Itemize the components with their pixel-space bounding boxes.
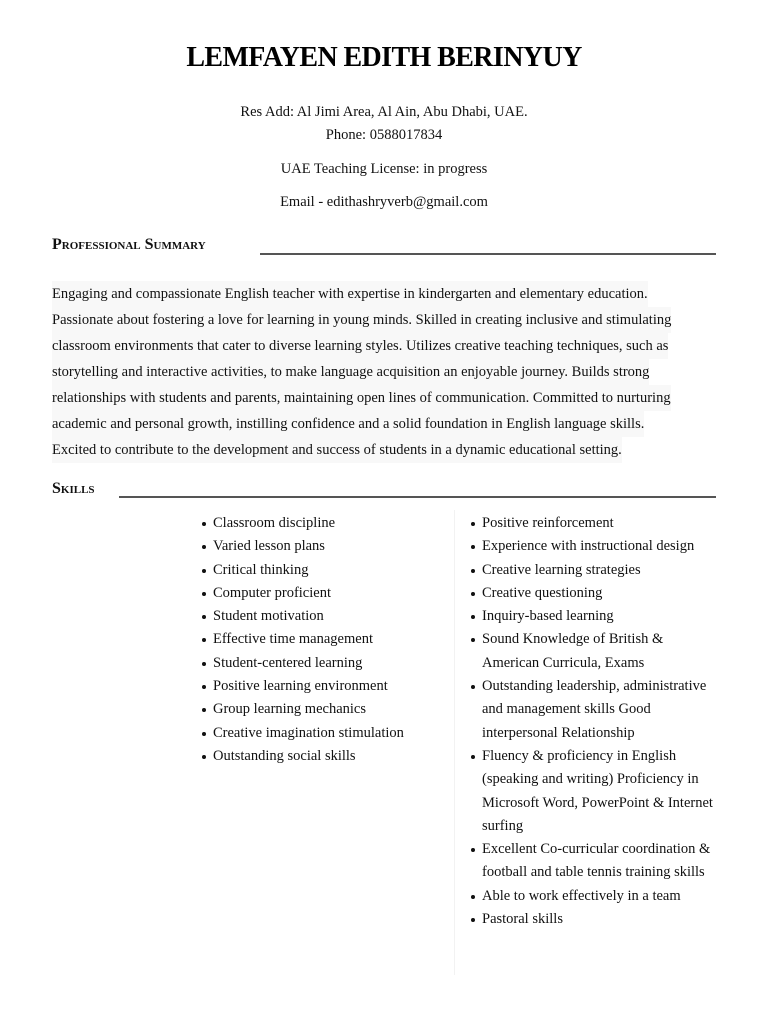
skill-item: Creative learning strategies <box>471 559 723 582</box>
phone: Phone: 0588017834 <box>325 127 443 143</box>
professional-summary <box>52 281 732 463</box>
skill-item: Creative questioning <box>471 582 723 605</box>
skill-item: Classroom discipline <box>202 512 452 535</box>
teaching-license: UAE Teaching License: in progress <box>280 161 488 177</box>
skill-item: Student motivation <box>202 605 452 628</box>
section-divider <box>119 496 716 498</box>
address: Res Add: Al Jimi Area, Al Ain, Abu Dhabi, UAE. <box>240 104 528 120</box>
skill-item: Student-centered learning <box>202 652 452 675</box>
skill-item: Sound Knowledge of British & American Curricula, Exams <box>471 628 723 675</box>
skill-item: Excellent Co-curricular coordination & football and table tennis training skills <box>471 838 723 885</box>
summary-line: Passionate about fostering a love for learning in young minds. Skilled in creating inclusive and stimulating <box>52 307 671 333</box>
summary-line: relationships with students and parents, maintaining open lines of communication. Committed to nurturing <box>52 385 671 411</box>
candidate-name: LEMFAYEN EDITH BERINYUY <box>186 42 582 73</box>
skill-item: Outstanding social skills <box>202 745 452 768</box>
summary-line: Excited to contribute to the development and success of students in a dynamic educational setting. <box>52 437 622 463</box>
skill-item: Creative imagination stimulation <box>202 722 452 745</box>
skills-list-left <box>202 512 452 768</box>
skill-item: Group learning mechanics <box>202 698 452 721</box>
summary-line: classroom environments that cater to diverse learning styles. Utilizes creative teaching techniques, such as <box>52 333 668 359</box>
summary-line: storytelling and interactive activities, to make language acquisition an enjoyable journey. Builds strong <box>52 359 649 385</box>
skill-item: Positive reinforcement <box>471 512 723 535</box>
section-heading-summary: Professional Summary <box>52 236 206 253</box>
skill-item: Inquiry-based learning <box>471 605 723 628</box>
skill-item: Computer proficient <box>202 582 452 605</box>
skill-item: Pastoral skills <box>471 908 723 931</box>
skill-item: Critical thinking <box>202 559 452 582</box>
skill-item: Varied lesson plans <box>202 535 452 558</box>
skill-item: Able to work effectively in a team <box>471 885 723 908</box>
column-divider <box>454 510 455 975</box>
section-heading-skills: Skills <box>52 480 95 497</box>
skill-item: Experience with instructional design <box>471 535 723 558</box>
skills-list-right <box>471 512 723 931</box>
summary-line: academic and personal growth, instilling confidence and a solid foundation in English language skills. <box>52 411 644 437</box>
skill-item: Effective time management <box>202 628 452 651</box>
summary-line: Engaging and compassionate English teacher with expertise in kindergarten and elementary education. <box>52 281 648 307</box>
skill-item: Outstanding leadership, administrative and management skills Good interpersonal Relationship <box>471 675 723 745</box>
skill-item: Positive learning environment <box>202 675 452 698</box>
section-divider <box>260 253 716 255</box>
skill-item: Fluency & proficiency in English (speaking and writing) Proficiency in Microsoft Word, PowerPoint & Internet surfing <box>471 745 723 838</box>
email: Email - edithashryverb@gmail.com <box>280 194 488 210</box>
